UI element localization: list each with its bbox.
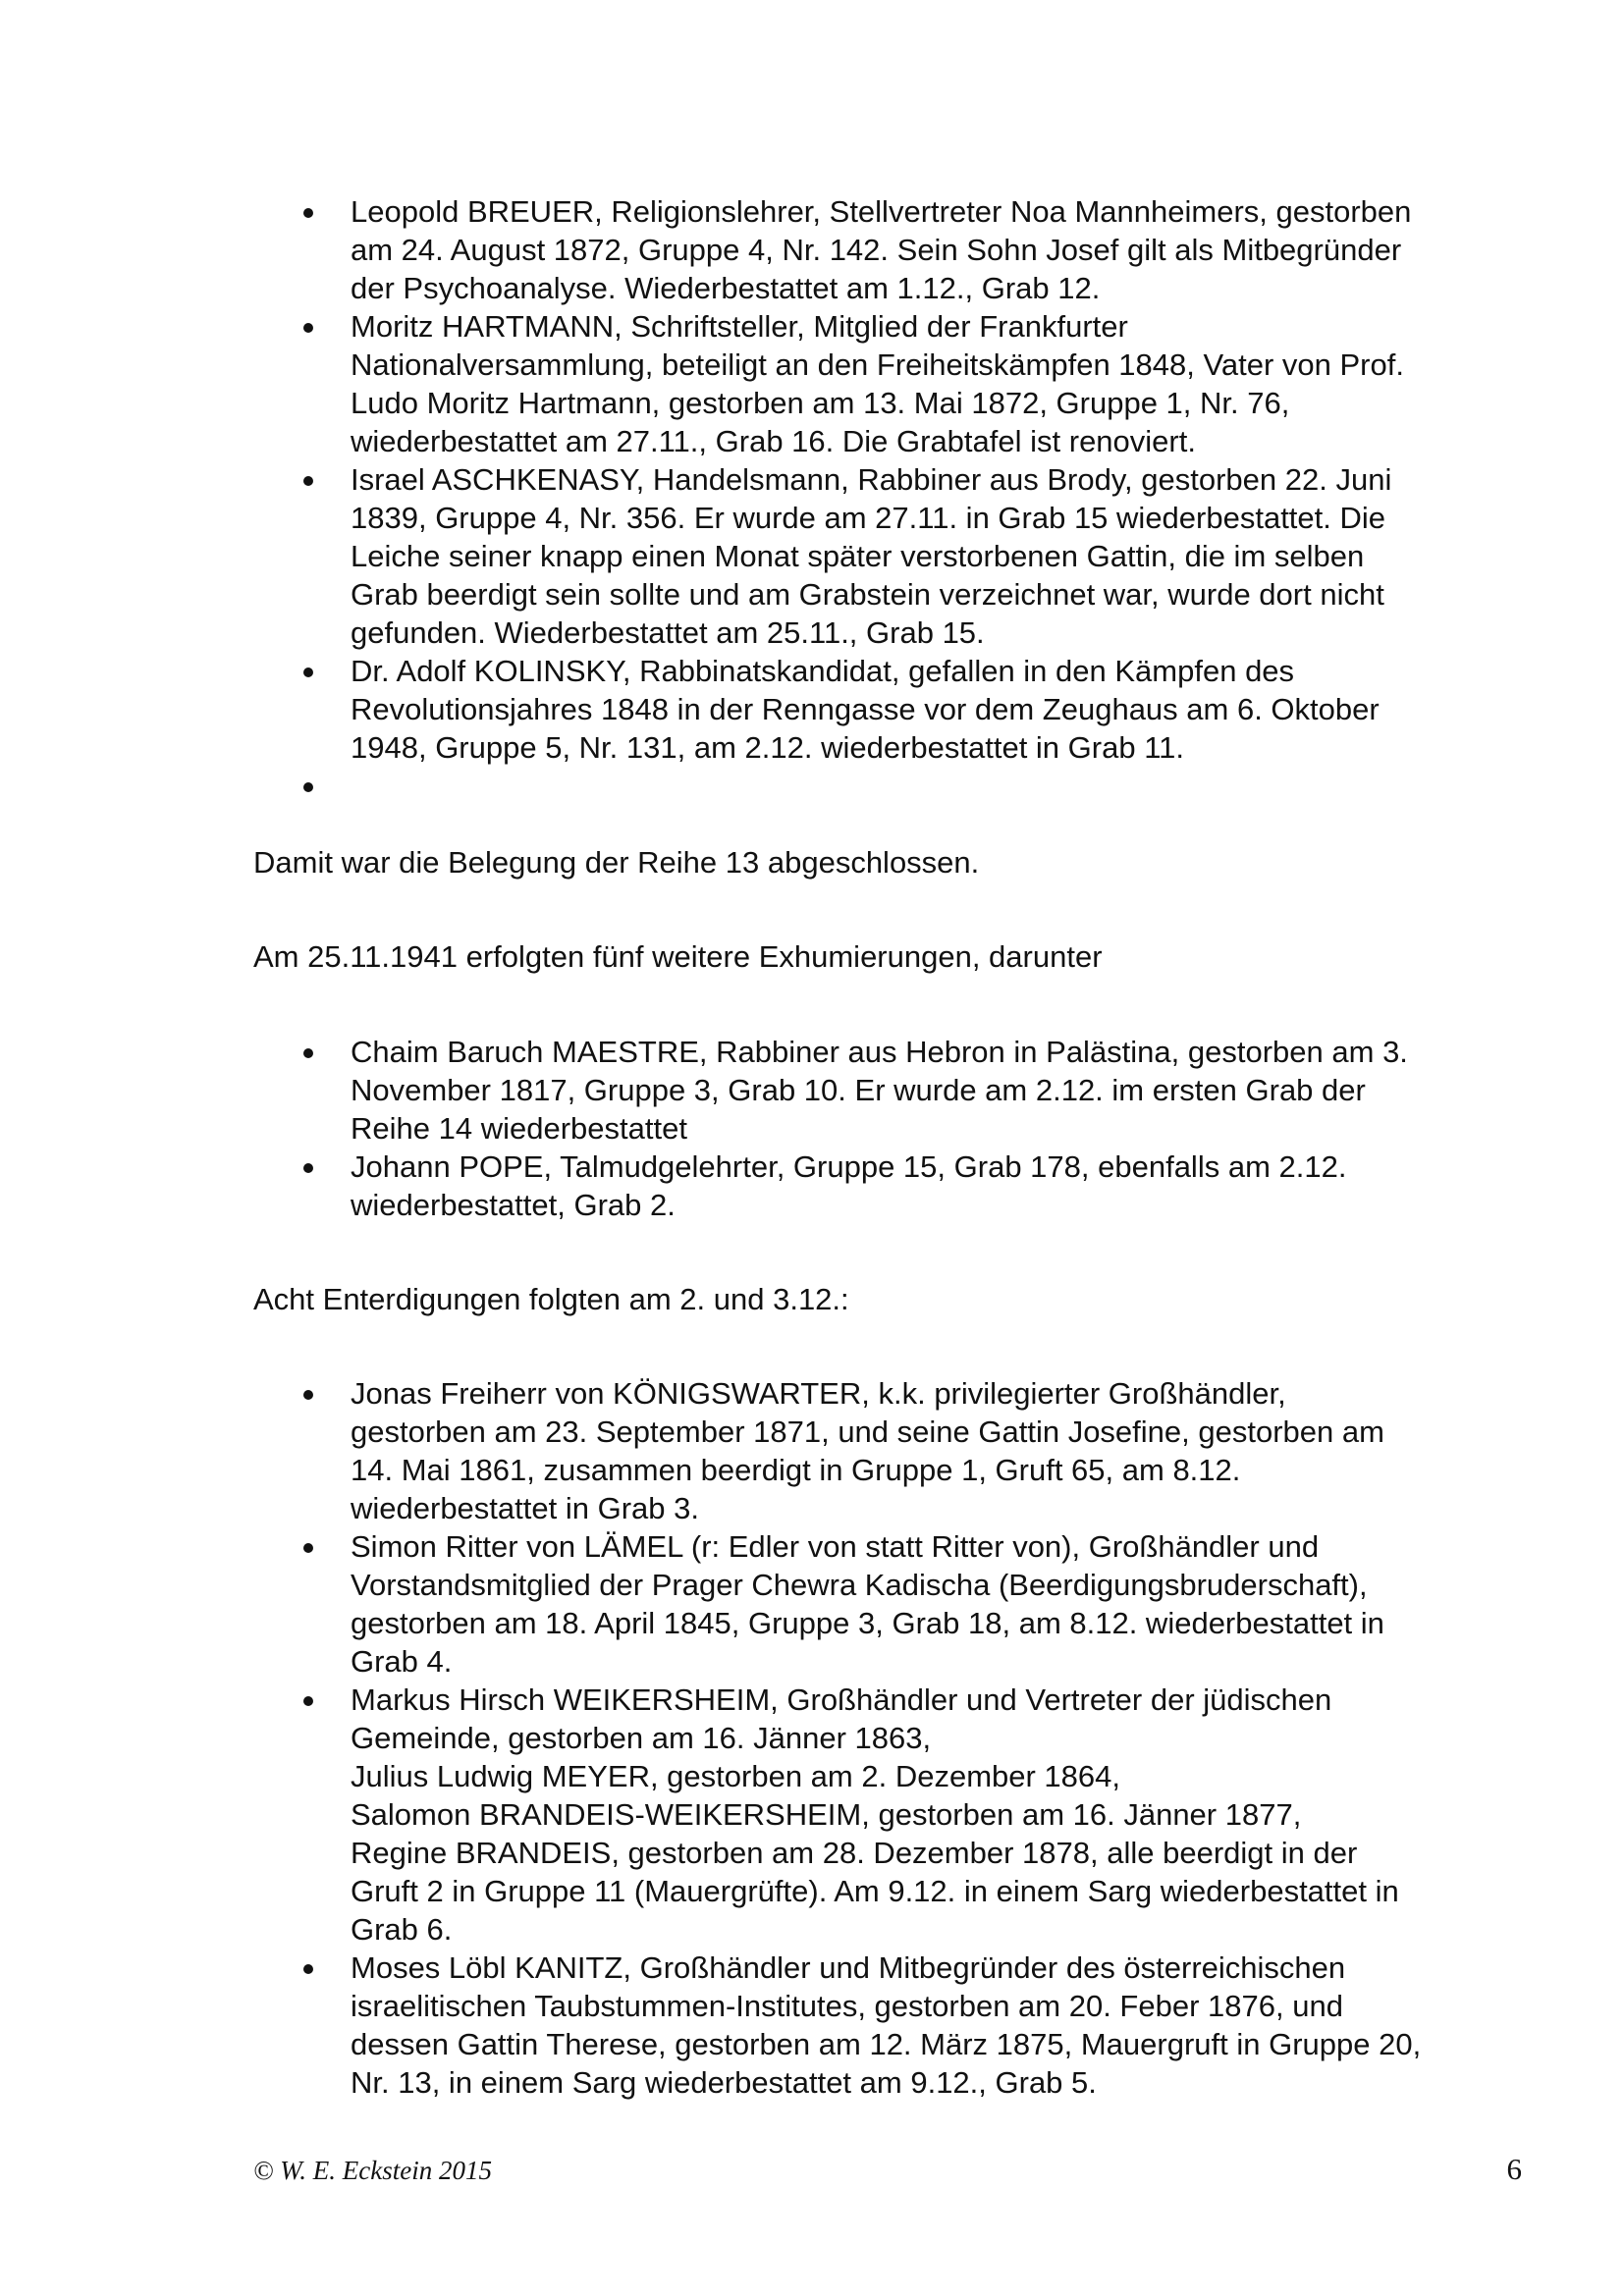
list-item: Moses Löbl KANITZ, Großhändler und Mitbegründer des österreichischen israelitischen Taubstummen-Institutes, gestorben am 20. Feber 1876, und dessen Gattin Therese, gestorben am 12. März 1875, Mauergruft in Gruppe 20, Nr. 13, in einem Sarg wiederbestattet am 9.12., Grab 5. bbox=[351, 1949, 1530, 2102]
paragraph-reihe-13: Damit war die Belegung der Reihe 13 abgeschlossen. bbox=[253, 845, 980, 880]
list-item: Moritz HARTMANN, Schriftsteller, Mitglied der Frankfurter Nationalversammlung, beteiligt an den Freiheitskämpfen 1848, Vater von Prof. Ludo Moritz Hartmann, gestorben am 13. Mai 1872, Gruppe 1, Nr. 76, wiederbestattet am 27.11., Grab 16. Die Grabtafel ist renoviert. bbox=[351, 307, 1530, 460]
page-body bbox=[253, 192, 1530, 2102]
bullet-list-3 bbox=[253, 1374, 1530, 2102]
list-item-empty bbox=[351, 767, 1530, 805]
footer-copyright: © W. E. Eckstein 2015 bbox=[253, 2156, 492, 2185]
list-item: Israel ASCHKENASY, Handelsmann, Rabbiner aus Brody, gestorben 22. Juni 1839, Gruppe 4, Nr. 356. Er wurde am 27.11. in Grab 15 wiederbestattet. Die Leiche seiner knapp einen Monat später verstorbenen Gattin, die im selben Grab beerdigt sein sollte und am Grabstein verzeichnet war, wurde dort nicht gefunden. Wiederbestattet am 25.11., Grab 15. bbox=[351, 460, 1530, 652]
list-item: Leopold BREUER, Religionslehrer, Stellvertreter Noa Mannheimers, gestorben am 24. August 1872, Gruppe 4, Nr. 142. Sein Sohn Josef gilt als Mitbegründer der Psychoanalyse. Wiederbestattet am 1.12., Grab 12. bbox=[351, 192, 1530, 307]
bullet-list-2 bbox=[253, 1033, 1530, 1224]
list-item: Markus Hirsch WEIKERSHEIM, Großhändler und Vertreter der jüdischen Gemeinde, gestorben am 16. Jänner 1863, Julius Ludwig MEYER, gestorben am 2. Dezember 1864, Salomon BRANDEIS-WEIKERSHEIM, gestorben am 16. Jänner 1877, Regine BRANDEIS, gestorben am 28. Dezember 1878, alle beerdigt in der Gruft 2 in Gruppe 11 (Mauergrüfte). Am 9.12. in einem Sarg wiederbestattet in Grab 6. bbox=[351, 1681, 1530, 1949]
list-item: Jonas Freiherr von KÖNIGSWARTER, k.k. privilegierter Großhändler, gestorben am 23. September 1871, und seine Gattin Josefine, gestorben am 14. Mai 1861, zusammen beerdigt in Gruppe 1, Gruft 65, am 8.12. wiederbestattet in Grab 3. bbox=[351, 1374, 1530, 1527]
paragraph-exhumierungen: Am 25.11.1941 erfolgten fünf weitere Exhumierungen, darunter bbox=[253, 939, 1103, 974]
paragraph-enterdigungen: Acht Enterdigungen folgten am 2. und 3.12.: bbox=[253, 1282, 849, 1316]
list-item: Chaim Baruch MAESTRE, Rabbiner aus Hebron in Palästina, gestorben am 3. November 1817, Gruppe 3, Grab 10. Er wurde am 2.12. im ersten Grab der Reihe 14 wiederbestattet bbox=[351, 1033, 1530, 1148]
list-item: Dr. Adolf KOLINSKY, Rabbinatskandidat, gefallen in den Kämpfen des Revolutionsjahres 1848 in der Renngasse vor dem Zeughaus am 6. Oktober 1948, Gruppe 5, Nr. 131, am 2.12. wiederbestattet in Grab 11. bbox=[351, 652, 1530, 767]
page-number: 6 bbox=[1506, 2152, 1522, 2186]
bullet-list-1 bbox=[253, 192, 1530, 805]
list-item: Simon Ritter von LÄMEL (r: Edler von statt Ritter von), Großhändler und Vorstandsmitglied der Prager Chewra Kadischa (Beerdigungsbruderschaft), gestorben am 18. April 1845, Gruppe 3, Grab 18, am 8.12. wiederbestattet in Grab 4. bbox=[351, 1527, 1530, 1681]
list-item: Johann POPE, Talmudgelehrter, Gruppe 15, Grab 178, ebenfalls am 2.12. wiederbestattet, Grab 2. bbox=[351, 1148, 1530, 1224]
